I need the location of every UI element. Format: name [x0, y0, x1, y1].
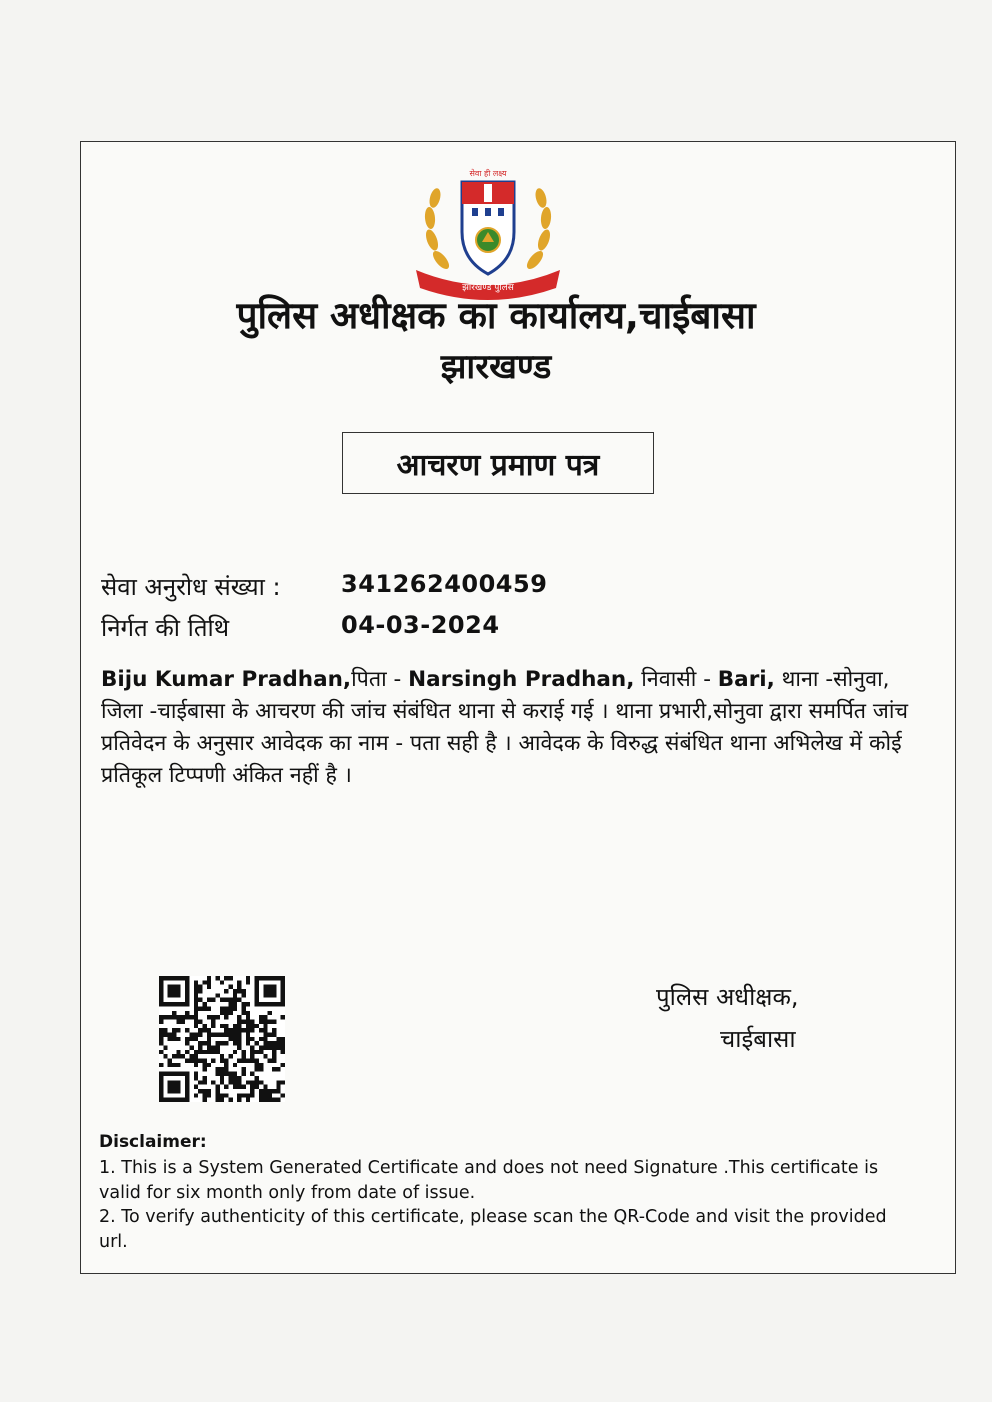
- certificate-title: आचरण प्रमाण पत्र: [342, 432, 654, 494]
- state-name: झारखण्ड: [440, 347, 552, 387]
- disclaimer-text: [99, 1156, 889, 1254]
- village-name: Bari,: [717, 667, 775, 692]
- emblem-top-text: सेवा ही लक्ष्य: [469, 169, 507, 178]
- father-name: Narsingh Pradhan,: [408, 667, 635, 692]
- signatory-title: पुलिस अधीक्षक,: [656, 983, 799, 1011]
- applicant-name: Biju Kumar Pradhan,: [101, 667, 352, 692]
- disclaimer-item: 2. To verify authenticity of this certificate, please scan the QR-Code and visit the provided url.: [99, 1207, 887, 1252]
- body-text-rest: थाना -सोनुवा, जिला -चाईबासा के आचरण की जांच संबंधित थाना से कराई गई । थाना प्रभारी,सोनुवा द्वारा समर्पित जांच प्रतिवेदन के अनुसार आवेदक का नाम - पता सही है । आवेदक के विरुद्ध संबंधित थाना अभिलेख में कोई प्रतिकूल टिप्पणी अंकित नहीं है ।: [101, 667, 909, 788]
- jharkhand-police-emblem: [408, 162, 568, 310]
- certificate-body: [101, 664, 933, 792]
- signatory-place: चाईबासा: [720, 1025, 796, 1053]
- issue-date-label: निर्गत की तिथि: [101, 614, 230, 642]
- service-request-row: [101, 570, 548, 603]
- disclaimer-title: Disclaimer:: [99, 1132, 207, 1152]
- father-label: पिता -: [351, 667, 409, 692]
- disclaimer-item: 1. This is a System Generated Certificate and does not need Signature .This certificate is valid for six month only from date of issue.: [99, 1158, 879, 1203]
- issue-date-row: [101, 611, 500, 644]
- issue-date-value: 04-03-2024: [341, 611, 500, 639]
- resident-label: निवासी -: [634, 667, 718, 692]
- emblem-ribbon-text: झारखण्ड पुलिस: [462, 283, 514, 293]
- office-name: पुलिस अधीक्षक का कार्यालय,चाईबासा: [236, 294, 756, 337]
- verification-qr-code[interactable]: [158, 976, 286, 1102]
- service-request-number: 341262400459: [341, 570, 548, 598]
- service-request-label: सेवा अनुरोध संख्या :: [101, 573, 281, 601]
